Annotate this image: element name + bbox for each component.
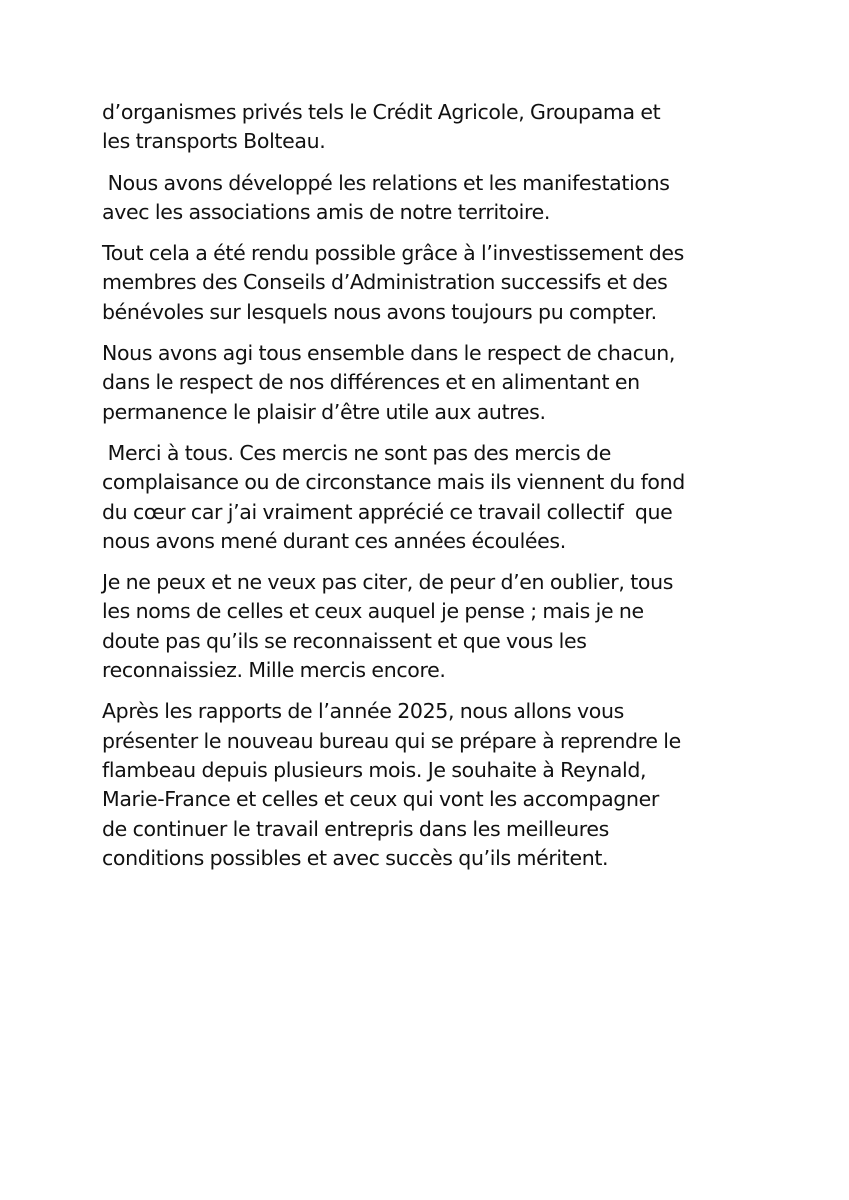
paragraph-associations xyxy=(102,169,762,228)
text-line: flambeau depuis plusieurs mois. Je souhaite à Reynald, xyxy=(102,757,647,782)
text-line: membres des Conseils d’Administration successifs et des xyxy=(102,270,668,295)
text-line: complaisance ou de circonstance mais ils viennent du fond xyxy=(102,470,685,495)
paragraph-investment xyxy=(102,239,762,327)
text-line: nous avons mené durant ces années écoulées. xyxy=(102,528,566,553)
paragraph-respect xyxy=(102,339,762,427)
text-line: avec les associations amis de notre territoire. xyxy=(102,199,551,224)
text-line: reconnaissiez. Mille mercis encore. xyxy=(102,658,446,683)
text-line: Après les rapports de l’année 2025, nous allons vous xyxy=(102,699,624,724)
text-line: permanence le plaisir d’être utile aux autres. xyxy=(102,399,546,424)
paragraph-names xyxy=(102,568,762,685)
text-line: de continuer le travail entrepris dans les meilleures xyxy=(102,816,610,841)
document-body xyxy=(102,98,762,885)
text-line: les noms de celles et ceux auquel je pense ; mais je ne xyxy=(102,599,644,624)
paragraph-sponsors xyxy=(102,98,762,157)
text-line: Je ne peux et ne veux pas citer, de peur d’en oublier, tous xyxy=(102,570,674,595)
text-line: conditions possibles et avec succès qu’ils méritent. xyxy=(102,845,609,870)
text-line: dans le respect de nos différences et en alimentant en xyxy=(102,370,640,395)
text-line: Merci à tous. Ces mercis ne sont pas des mercis de xyxy=(102,440,611,465)
text-line: les transports Bolteau. xyxy=(102,129,326,154)
paragraph-thanks xyxy=(102,439,762,556)
text-line: Nous avons agi tous ensemble dans le respect de chacun, xyxy=(102,341,676,366)
text-line: Marie-France et celles et ceux qui vont les accompagner xyxy=(102,787,659,812)
text-line: doute pas qu’ils se reconnaissent et que vous les xyxy=(102,628,587,653)
text-line: d’organismes privés tels le Crédit Agricole, Groupama et xyxy=(102,100,661,124)
text-line: présenter le nouveau bureau qui se prépare à reprendre le xyxy=(102,728,681,753)
text-line: Tout cela a été rendu possible grâce à l’investissement des xyxy=(102,241,684,266)
text-line: du cœur car j’ai vraiment apprécié ce travail collectif que xyxy=(102,499,673,524)
text-line: Nous avons développé les relations et les manifestations xyxy=(102,170,670,195)
text-line: bénévoles sur lesquels nous avons toujours pu compter. xyxy=(102,299,657,324)
paragraph-new-board xyxy=(102,697,762,873)
